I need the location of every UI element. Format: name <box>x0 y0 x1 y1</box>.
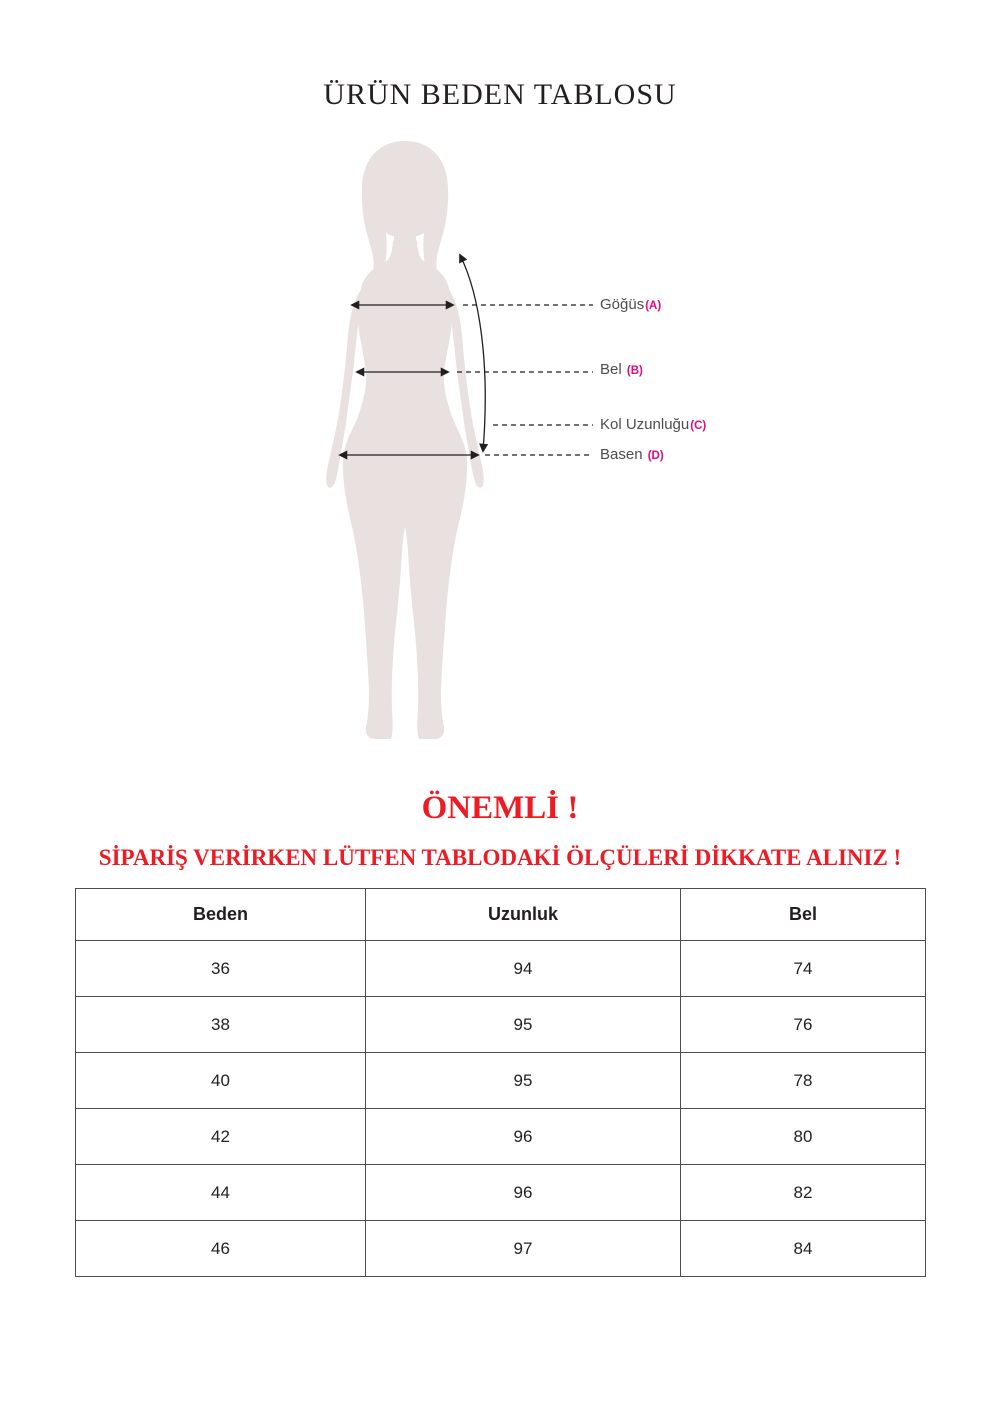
table-row <box>76 1109 926 1165</box>
size-cell: 96 <box>366 1165 681 1221</box>
notice-subheading: SİPARİŞ VERİRKEN LÜTFEN TABLODAKİ ÖLÇÜLERİ DİKKATE ALINIZ ! <box>98 845 902 870</box>
size-cell: 42 <box>76 1109 366 1165</box>
size-cell: 94 <box>366 941 681 997</box>
size-cell: 44 <box>76 1165 366 1221</box>
size-cell: 84 <box>681 1221 926 1277</box>
measurement-code: (B) <box>626 365 643 377</box>
table-header-bel: Bel <box>681 889 926 941</box>
measurement-label-arm-length <box>600 416 706 434</box>
figure-svg <box>295 135 600 750</box>
size-cell: 95 <box>366 997 681 1053</box>
measurement-code: (D) <box>647 450 664 462</box>
table-row <box>76 1053 926 1109</box>
size-cell: 82 <box>681 1165 926 1221</box>
female-body-silhouette <box>326 141 484 739</box>
table-header-uzunluk: Uzunluk <box>366 889 681 941</box>
measurement-label-text: Kol Uzunluğu <box>600 416 690 433</box>
table-header-beden: Beden <box>76 889 366 941</box>
size-table <box>75 888 926 1277</box>
size-cell: 96 <box>366 1109 681 1165</box>
measurement-label-hips <box>600 446 664 464</box>
size-cell: 40 <box>76 1053 366 1109</box>
size-cell: 38 <box>76 997 366 1053</box>
table-row <box>76 941 926 997</box>
measurement-label-waist <box>600 361 643 379</box>
table-header-row <box>76 889 926 941</box>
size-cell: 36 <box>76 941 366 997</box>
measurement-figure <box>295 135 755 750</box>
measurement-label-text: Bel <box>600 361 626 378</box>
size-cell: 74 <box>681 941 926 997</box>
size-cell: 46 <box>76 1221 366 1277</box>
table-row <box>76 1165 926 1221</box>
size-cell: 76 <box>681 997 926 1053</box>
measurement-code: (C) <box>690 420 707 432</box>
size-cell: 97 <box>366 1221 681 1277</box>
size-cell: 78 <box>681 1053 926 1109</box>
measurement-code: (A) <box>645 300 662 312</box>
table-row <box>76 1221 926 1277</box>
size-cell: 95 <box>366 1053 681 1109</box>
table-row <box>76 997 926 1053</box>
notice-heading: ÖNEMLİ ! <box>421 790 579 826</box>
measurement-label-chest <box>600 296 661 314</box>
measurement-label-text: Göğüs <box>600 296 645 313</box>
size-cell: 80 <box>681 1109 926 1165</box>
page-title: ÜRÜN BEDEN TABLOSU <box>323 78 677 111</box>
measurement-label-text: Basen <box>600 446 647 463</box>
